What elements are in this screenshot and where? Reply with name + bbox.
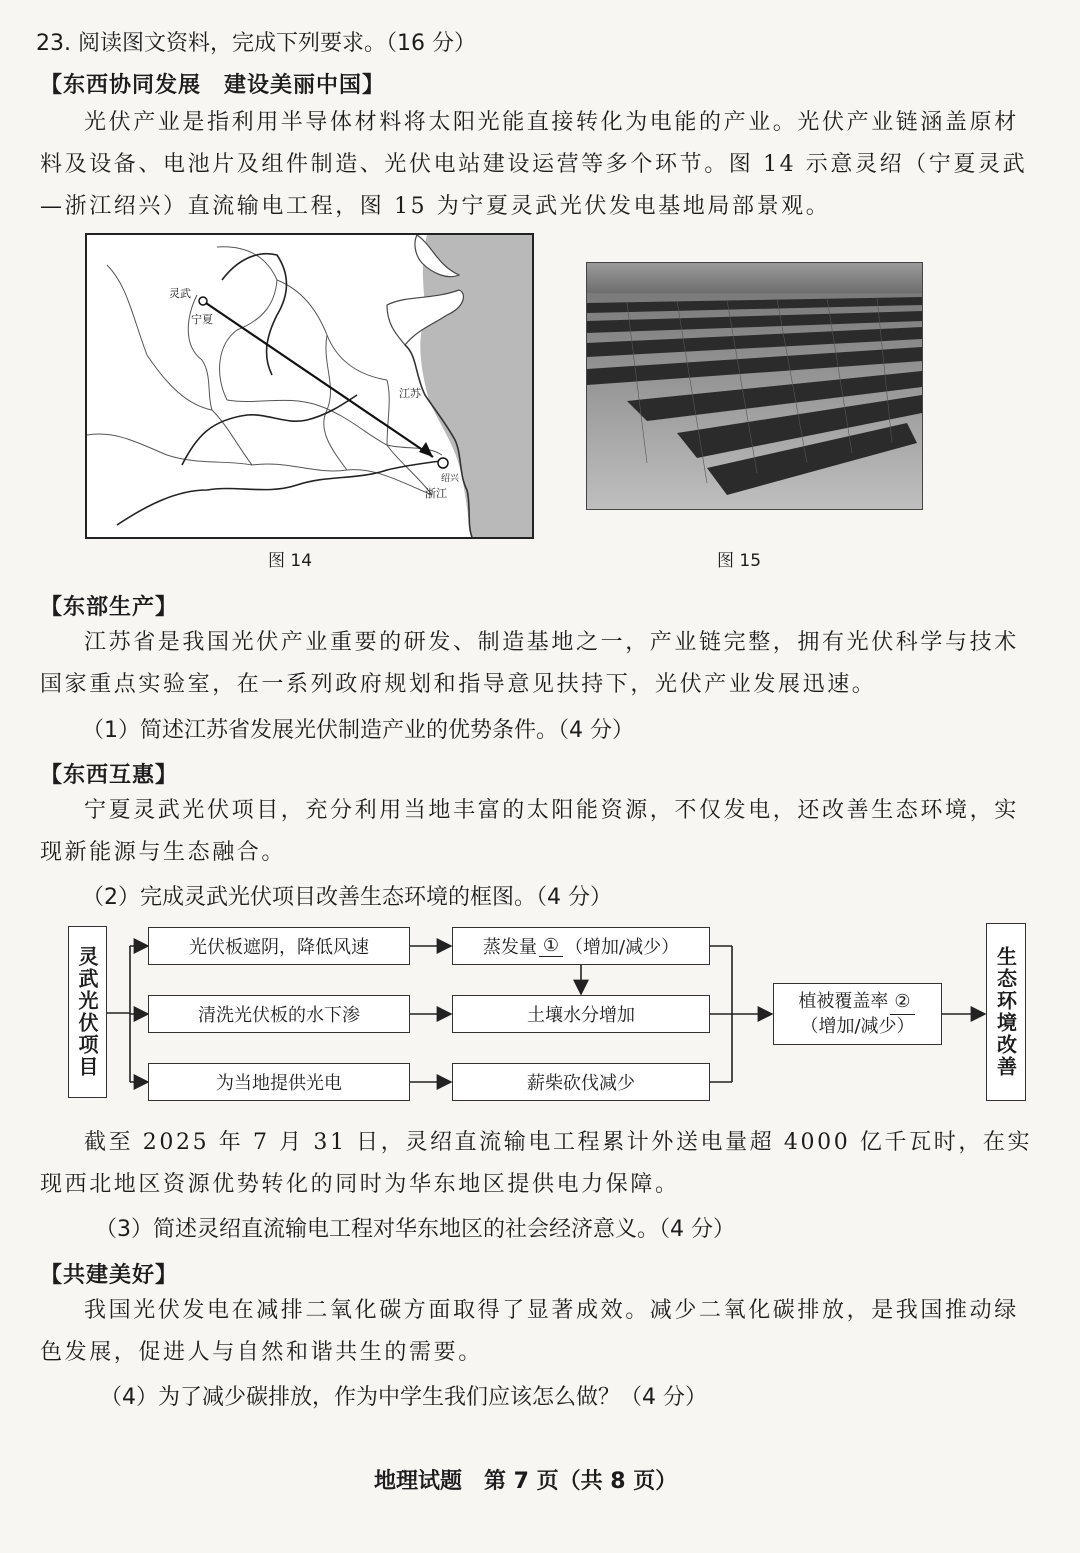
result-box-eco-improvement: 生态环境改善 bbox=[986, 923, 1026, 1101]
evap-prefix: 蒸发量 bbox=[482, 937, 537, 958]
photo-caption: 图 15 bbox=[717, 551, 762, 571]
transmission-map-figure bbox=[85, 233, 534, 539]
blank-1[interactable]: ① bbox=[539, 935, 563, 957]
label-zhejiang: 浙江 bbox=[425, 487, 447, 500]
sky bbox=[587, 263, 922, 293]
transmission-paragraph: 截至 2025 年 7 月 31 日，灵绍直流输电工程累计外送电量超 4000 亿千瓦时，在实现西北地区资源优势转化的同时为华东地区提供电力保障。 bbox=[40, 1130, 1033, 1197]
question-number-header: 23. 阅读图文资料，完成下列要求。（16 分） bbox=[36, 31, 476, 56]
page-footer: 地理试题 第 7 页（共 8 页） bbox=[374, 1469, 678, 1494]
section-title-east-west: 【东西协同发展 建设美丽中国】 bbox=[40, 73, 386, 98]
section-title-mutual-benefit: 【东西互惠】 bbox=[40, 763, 179, 788]
map-svg bbox=[87, 235, 532, 537]
section-title-build-together: 【共建美好】 bbox=[40, 1263, 179, 1288]
box-vegetation-coverage bbox=[773, 983, 942, 1045]
box-soil-moisture: 土壤水分增加 bbox=[452, 995, 710, 1033]
source-box-lingwu-project: 灵武光伏项目 bbox=[68, 926, 107, 1098]
province-borders bbox=[87, 247, 442, 495]
box-provide-electricity: 为当地提供光电 bbox=[148, 1063, 410, 1101]
veg-prefix: 植被覆盖率 bbox=[798, 990, 889, 1012]
box-firewood-reduction: 薪柴砍伐减少 bbox=[452, 1063, 710, 1101]
map-caption: 图 14 bbox=[268, 551, 313, 571]
shaoxing-marker bbox=[438, 458, 448, 468]
box-water-infiltration: 清洗光伏板的水下渗 bbox=[148, 995, 410, 1033]
veg-suffix: （增加/减少） bbox=[800, 1015, 915, 1037]
carbon-paragraph: 我国光伏发电在减排二氧化碳方面取得了显著成效。减少二氧化碳排放，是我国推动绿色发展，促进人与自然和谐共生的需要。 bbox=[40, 1298, 1019, 1365]
question-2: （2）完成灵武光伏项目改善生态环境的框图。（4 分） bbox=[82, 885, 612, 910]
solar-farm-photo bbox=[586, 262, 923, 510]
box-evaporation bbox=[452, 927, 710, 965]
label-jiangsu: 江苏 bbox=[399, 387, 421, 400]
veg-line-1 bbox=[798, 990, 916, 1015]
rivers bbox=[117, 254, 447, 525]
photo-svg bbox=[587, 263, 922, 509]
question-1: （1）简述江苏省发展光伏制造产业的优势条件。（4 分） bbox=[82, 718, 634, 743]
question-3: （3）简述灵绍直流输电工程对华东地区的社会经济意义。（4 分） bbox=[95, 1217, 735, 1242]
jiangsu-paragraph: 江苏省是我国光伏产业重要的研发、制造基地之一，产业链完整，拥有光伏科学与技术国家重点实验室，在一系列政府规划和指导意见扶持下，光伏产业发展迅速。 bbox=[40, 630, 1019, 697]
label-shaoxing: 绍兴 bbox=[441, 474, 460, 484]
lingwu-paragraph: 宁夏灵武光伏项目，充分利用当地丰富的太阳能资源，不仅发电，还改善生态环境，实现新能源与生态融合。 bbox=[40, 798, 1019, 865]
evap-suffix: （增加/减少） bbox=[565, 937, 680, 958]
section-title-east-production: 【东部生产】 bbox=[40, 595, 179, 620]
line-arrowhead bbox=[419, 442, 433, 457]
question-4: （4）为了减少碳排放，作为中学生我们应该怎么做？（4 分） bbox=[100, 1385, 707, 1410]
lingwu-marker bbox=[199, 297, 207, 305]
box-shading-wind: 光伏板遮阴，降低风速 bbox=[148, 927, 410, 965]
label-lingwu: 灵武 bbox=[169, 287, 191, 300]
intro-paragraph: 光伏产业是指利用半导体材料将太阳光能直接转化为电能的产业。光伏产业链涵盖原材料及设备、电池片及组件制造、光伏电站建设运营等多个环节。图 14 示意灵绍（宁夏灵武—浙江绍兴）直流输电工程，图 15 为宁夏灵武光伏发电基地局部景观。 bbox=[40, 110, 1028, 219]
label-ningxia: 宁夏 bbox=[191, 313, 213, 326]
blank-2[interactable]: ② bbox=[890, 990, 914, 1015]
